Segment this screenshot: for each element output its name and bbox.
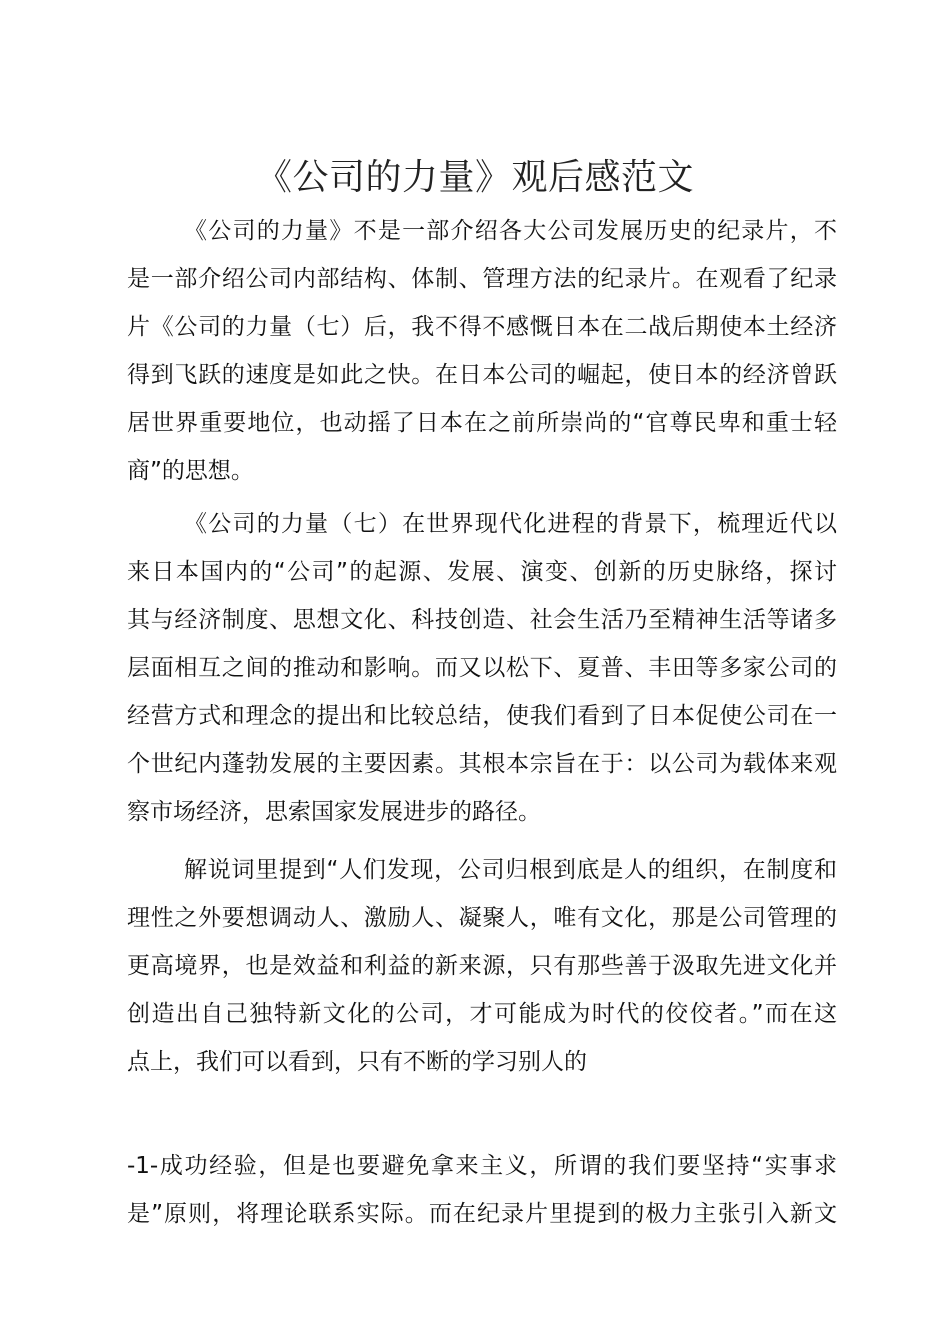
text-line: 是一部介绍公司内部结构、体制、管理方法的纪录片。在观看了纪录 <box>127 266 837 292</box>
text-line: 《公司的力量（七）在世界现代化进程的背景下，梳理近代以 <box>184 511 837 537</box>
text-line: 片《公司的力量（七）后，我不得不感慨日本在二战后期使本土经济 <box>127 314 837 340</box>
text-line: 层面相互之间的推动和影响。而又以松下、夏普、丰田等多家公司的 <box>127 655 837 681</box>
text-line: 居世界重要地位，也动摇了日本在之前所崇尚的“官尊民卑和重士轻 <box>127 410 837 436</box>
text-line: 解说词里提到“人们发现，公司归根到底是人的组织，在制度和 <box>184 857 837 883</box>
text-line: 其与经济制度、思想文化、科技创造、社会生活乃至精神生活等诸多 <box>127 607 837 633</box>
page-title: 《公司的力量》观后感范文 <box>255 157 694 198</box>
text-line: 个世纪内蓬勃发展的主要因素。其根本宗旨在于：以公司为载体来观 <box>127 751 837 777</box>
text-line: 是”原则，将理论联系实际。而在纪录片里提到的极力主张引入新文 <box>127 1201 837 1227</box>
text-line: 更高境界，也是效益和利益的新来源，只有那些善于汲取先进文化并 <box>127 953 837 979</box>
text-line-with-page-number: -1-成功经验，但是也要避免拿来主义，所谓的我们要坚持“实事求 <box>127 1153 837 1179</box>
text-line: 《公司的力量》不是一部介绍各大公司发展历史的纪录片，不 <box>184 218 837 244</box>
text-line: 得到飞跃的速度是如此之快。在日本公司的崛起，使日本的经济曾跃 <box>127 362 837 388</box>
text-line: 察市场经济，思索国家发展进步的路径。 <box>127 799 541 825</box>
text-line: 点上，我们可以看到，只有不断的学习别人的 <box>127 1049 587 1075</box>
text-line: 经营方式和理念的提出和比较总结，使我们看到了日本促使公司在一 <box>127 703 837 729</box>
text-line: 商”的思想。 <box>127 458 254 484</box>
text-line: 理性之外要想调动人、激励人、凝聚人，唯有文化，那是公司管理的 <box>127 905 837 931</box>
text-line: 来日本国内的“公司”的起源、发展、演变、创新的历史脉络，探讨 <box>127 559 837 585</box>
text-line: 创造出自己独特新文化的公司，才可能成为时代的佼佼者。”而在这 <box>127 1001 837 1027</box>
